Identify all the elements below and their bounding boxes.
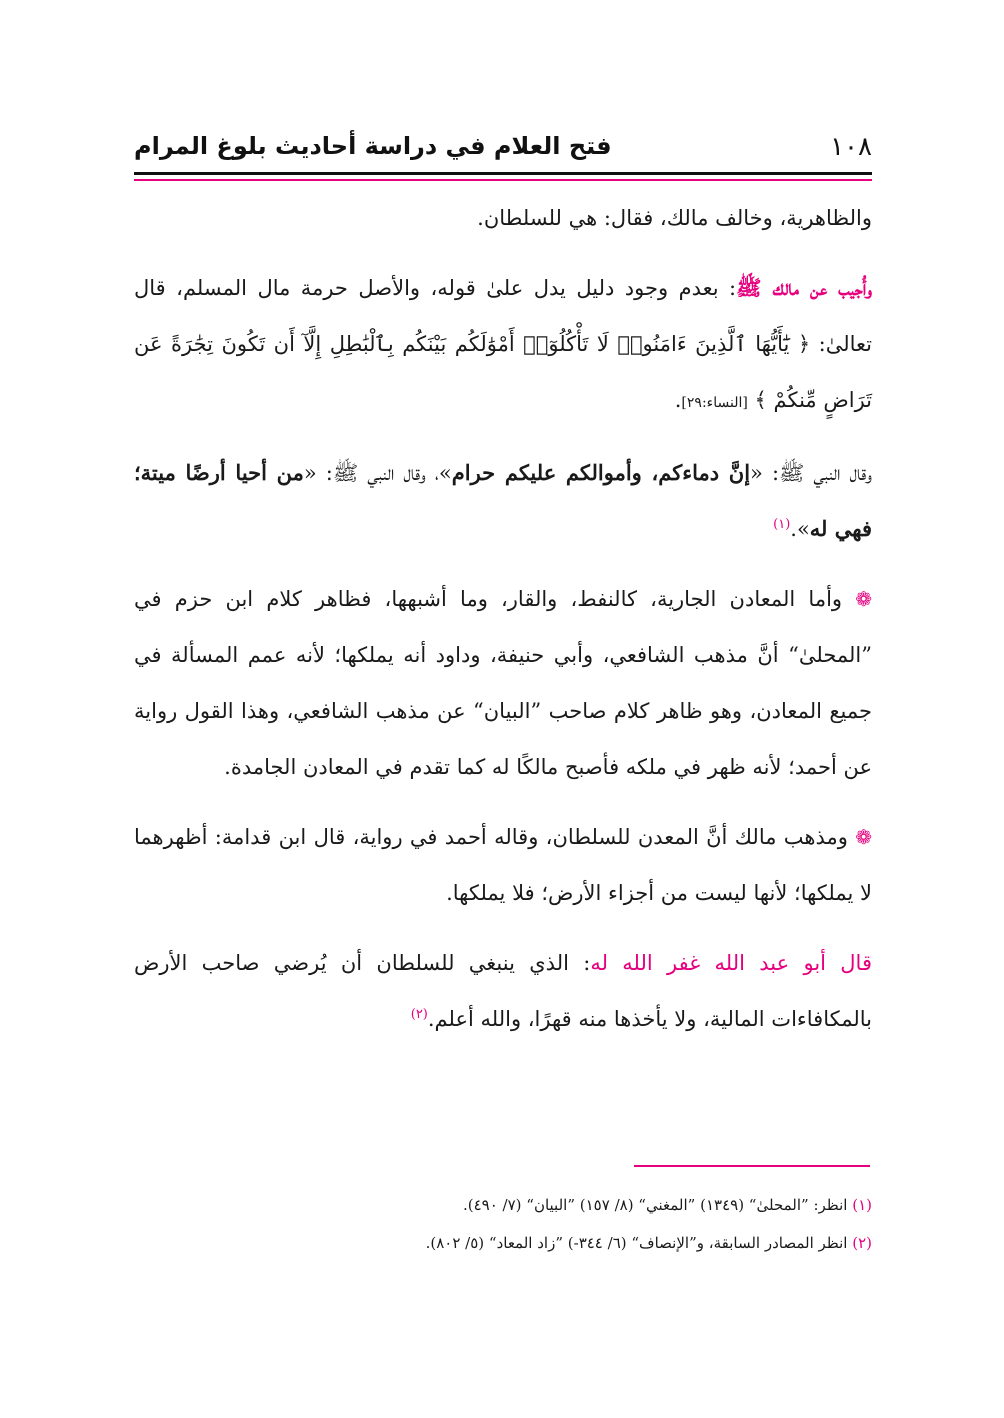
hadith-1: إنَّ دماءكم، وأموالكم عليكم حرام <box>451 460 751 485</box>
paragraph-6-text: : الذي ينبغي للسلطان أن يُرضي صاحب الأرض بالمكافاءات المالية، ولا يأخذها منه قهرًا، والله أعلم. <box>134 951 872 1031</box>
footnotes <box>134 1186 872 1262</box>
quran-verse: ﴿ يَٰٓأَيُّهَا ٱلَّذِينَ ءَامَنُوا۟ لَا تَأْكُلُوٓا۟ أَمْوَٰلَكُم بَيْنَكُم بِٱلْبَٰطِلِ إِلَّآ أَن تَكُونَ تِجَٰرَةً عَن تَرَاضٍ مِّنكُمْ ﴾ <box>134 332 872 412</box>
footnote-marker-1: (١) <box>773 517 791 532</box>
paragraph-2-text: : بعدم وجود دليل يدل علىٰ قوله، والأصل حرمة مال المسلم، قال تعالىٰ: <box>134 276 873 356</box>
footnote-1-number: (١) <box>852 1196 872 1214</box>
paragraph-4 <box>134 571 872 795</box>
paragraph-1 <box>134 190 872 246</box>
header-rule-accent <box>134 179 872 181</box>
paragraph-3-c: ». <box>790 517 810 541</box>
paragraph-5 <box>134 809 872 921</box>
footnote-1 <box>134 1186 872 1224</box>
paragraph-4-text: وأما المعادن الجارية، كالنفط، والقار، وما أشبهها، فظاهر كلام ابن حزم في ”المحلىٰ“ أنَّ مذهب الشافعي، وأبي حنيفة، وداود أنه يملكها؛ لأنه عمم المسألة في جميع المعادن، وهو ظاهر كلام صاحب ”البيان“ عن مذهب الشافعي، وهذا القول رواية عن أحمد؛ لأنه ظهر في ملكه فأصبح مالكًا له كما تقدم في المعادن الجامدة. <box>134 587 872 779</box>
paragraph-3 <box>134 445 872 557</box>
quran-reference: [النساء:٢٩] <box>681 395 748 411</box>
footnote-1-text: انظر: ”المحلىٰ“ (١٣٤٩) ”المغني“ (٨/ ١٥٧) ”البيان“ (٧/ ٤٩٠). <box>462 1196 853 1214</box>
header-rule <box>134 172 872 175</box>
paragraph-5-text: ومذهب مالك أنَّ المعدن للسلطان، وقاله أحمد في رواية، قال ابن قدامة: أظهرهما لا يملكها؛ لأنها ليست من أجزاء الأرض؛ فلا يملكها. <box>134 825 872 905</box>
hadith-2: من أحيا أرضًا ميتة؛ فهي له <box>134 460 872 541</box>
paragraph-3-a: وقال النبي ﷺ: « <box>750 461 872 485</box>
flower-icon: ❁ <box>855 587 872 611</box>
flower-icon: ❁ <box>855 825 872 849</box>
paragraph-2-end: . <box>674 388 682 412</box>
author-lead: قال أبو عبد الله غفر الله له <box>590 951 872 975</box>
answer-lead: وأُجيب عن مالك ﷺ <box>736 275 872 300</box>
paragraph-2 <box>134 260 872 431</box>
footnote-2-text: انظر المصادر السابقة، و”الإنصاف“ (٦/ ٣٤٤-) ”زاد المعاد“ (٥/ ٨٠٢). <box>425 1234 853 1252</box>
footnote-rule <box>634 1165 870 1167</box>
footnote-2 <box>134 1224 872 1262</box>
footnote-2-number: (٢) <box>852 1234 872 1252</box>
paragraph-1-text: والظاهرية، وخالف مالك، فقال: هي للسلطان. <box>477 206 872 230</box>
book-title: فتح العلام في دراسة أحاديث بلوغ المرام <box>134 132 612 160</box>
page-body <box>134 190 872 1061</box>
paragraph-6 <box>134 935 872 1047</box>
paragraph-3-b: »، وقال النبي ﷺ: « <box>303 461 452 485</box>
footnote-marker-2: (٢) <box>410 1007 428 1022</box>
page-number: ١٠٨ <box>830 132 872 162</box>
page-header <box>134 128 872 168</box>
